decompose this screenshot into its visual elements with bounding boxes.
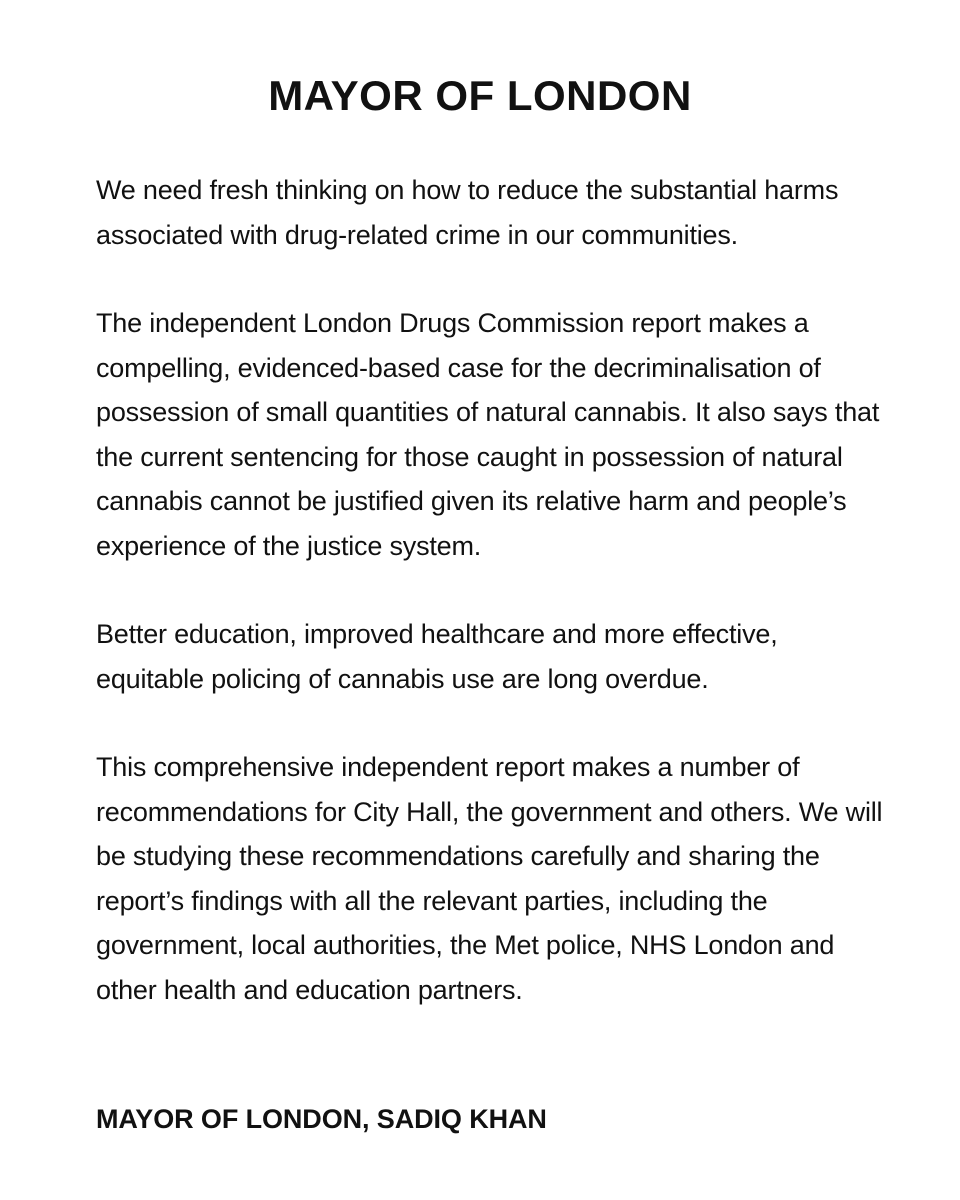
paragraph-education-policing: Better education, improved healthcare and more effective, equitable policing of cannabis use are long overdue. [96,619,778,694]
paragraph-report-findings: The independent London Drugs Commission report makes a compelling, evidenced-based case for the decriminalisation of possession of small quantities of natural cannabis. It also says that the current sentencing for those caught in possession of natural cannabis cannot be justified given its relative harm and people’s experience of the justice system. [96,308,880,561]
paragraph-intro: We need fresh thinking on how to reduce the substantial harms associated with drug-related crime in our communities. [96,175,839,250]
signature: MAYOR OF LONDON, SADIQ KHAN [96,1104,547,1134]
paragraph-recommendations: This comprehensive independent report makes a number of recommendations for City Hall, the government and others. We will be studying these recommendations carefully and sharing the report’s findings with all the relevant parties, including the government, local authorities, the Met police, NHS London and other health and education partners. [96,752,883,1005]
statement-body [96,168,886,1056]
page-title: MAYOR OF LONDON [268,72,692,119]
